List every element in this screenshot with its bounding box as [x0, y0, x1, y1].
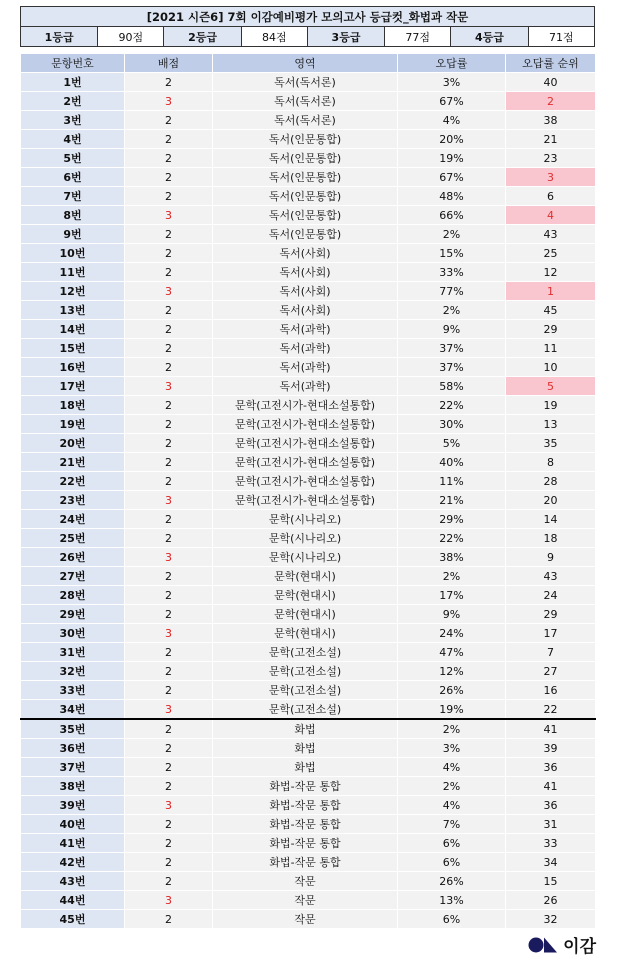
points-cell: 3 — [125, 700, 213, 720]
area-cell: 독서(인문통합) — [213, 206, 398, 225]
table-row — [21, 263, 596, 282]
question-number-cell: 13번 — [21, 301, 125, 320]
error-rate-cell: 2% — [398, 301, 506, 320]
error-rate-cell: 4% — [398, 796, 506, 815]
table-row — [21, 339, 596, 358]
area-cell: 독서(사회) — [213, 301, 398, 320]
question-number-cell: 21번 — [21, 453, 125, 472]
error-rate-cell: 3% — [398, 739, 506, 758]
points-cell: 2 — [125, 168, 213, 187]
points-cell: 3 — [125, 282, 213, 301]
error-rank-cell: 17 — [506, 624, 596, 643]
area-cell: 독서(인문통합) — [213, 130, 398, 149]
points-cell: 3 — [125, 206, 213, 225]
area-cell: 문학(고전소설) — [213, 662, 398, 681]
area-cell: 문학(고전시가-현대소설통합) — [213, 415, 398, 434]
table-row — [21, 681, 596, 700]
error-rate-cell: 22% — [398, 529, 506, 548]
points-cell: 2 — [125, 149, 213, 168]
points-cell: 2 — [125, 643, 213, 662]
column-header-error-rank: 오답률 순위 — [506, 54, 596, 73]
table-row — [21, 149, 596, 168]
error-rate-cell: 37% — [398, 339, 506, 358]
error-rank-cell: 15 — [506, 872, 596, 891]
points-cell: 2 — [125, 567, 213, 586]
grade-1-label: 1등급 — [21, 27, 98, 47]
grade-4-score: 71점 — [528, 27, 594, 47]
question-number-cell: 35번 — [21, 719, 125, 739]
table-row — [21, 453, 596, 472]
question-number-cell: 23번 — [21, 491, 125, 510]
table-row — [21, 168, 596, 187]
table-row — [21, 491, 596, 510]
question-number-cell: 42번 — [21, 853, 125, 872]
igam-logo-icon — [528, 937, 558, 953]
area-cell: 문학(고전소설) — [213, 700, 398, 720]
question-number-cell: 27번 — [21, 567, 125, 586]
points-cell: 3 — [125, 891, 213, 910]
error-rate-cell: 9% — [398, 605, 506, 624]
points-cell: 3 — [125, 92, 213, 111]
error-rank-cell: 41 — [506, 777, 596, 796]
error-rate-cell: 2% — [398, 719, 506, 739]
points-cell: 3 — [125, 377, 213, 396]
error-rate-cell: 9% — [398, 320, 506, 339]
table-row — [21, 529, 596, 548]
error-rank-cell: 2 — [506, 92, 596, 111]
area-cell: 문학(고전시가-현대소설통합) — [213, 434, 398, 453]
error-rank-cell: 20 — [506, 491, 596, 510]
error-rate-cell: 66% — [398, 206, 506, 225]
grade-3-score: 77점 — [385, 27, 451, 47]
error-rank-cell: 36 — [506, 796, 596, 815]
table-row — [21, 891, 596, 910]
points-cell: 2 — [125, 777, 213, 796]
table-row — [21, 320, 596, 339]
page-title: [2021 시즌6] 7회 이감예비평가 모의고사 등급컷_화법과 작문 — [21, 7, 595, 27]
points-cell: 2 — [125, 681, 213, 700]
area-cell: 작문 — [213, 891, 398, 910]
area-cell: 독서(과학) — [213, 377, 398, 396]
points-cell: 2 — [125, 662, 213, 681]
error-rank-cell: 13 — [506, 415, 596, 434]
points-cell: 3 — [125, 796, 213, 815]
table-row — [21, 624, 596, 643]
brand-logo — [528, 932, 596, 957]
question-number-cell: 14번 — [21, 320, 125, 339]
error-rank-cell: 3 — [506, 168, 596, 187]
area-cell: 문학(현대시) — [213, 586, 398, 605]
table-row — [21, 700, 596, 720]
question-number-cell: 32번 — [21, 662, 125, 681]
error-rank-cell: 10 — [506, 358, 596, 377]
error-rate-cell: 26% — [398, 681, 506, 700]
points-cell: 2 — [125, 605, 213, 624]
error-rate-cell: 20% — [398, 130, 506, 149]
area-cell: 문학(고전시가-현대소설통합) — [213, 396, 398, 415]
question-number-cell: 38번 — [21, 777, 125, 796]
points-cell: 2 — [125, 529, 213, 548]
error-rank-cell: 19 — [506, 396, 596, 415]
points-cell: 2 — [125, 263, 213, 282]
error-rank-cell: 5 — [506, 377, 596, 396]
table-header-row — [21, 54, 596, 73]
area-cell: 화법 — [213, 739, 398, 758]
error-rate-cell: 4% — [398, 111, 506, 130]
error-rank-cell: 36 — [506, 758, 596, 777]
table-row — [21, 358, 596, 377]
error-rate-cell: 15% — [398, 244, 506, 263]
question-number-cell: 4번 — [21, 130, 125, 149]
error-rate-cell: 47% — [398, 643, 506, 662]
points-cell: 2 — [125, 872, 213, 891]
error-rank-cell: 32 — [506, 910, 596, 929]
error-rate-cell: 40% — [398, 453, 506, 472]
area-cell: 문학(고전시가-현대소설통합) — [213, 472, 398, 491]
error-rate-cell: 5% — [398, 434, 506, 453]
error-rank-cell: 28 — [506, 472, 596, 491]
points-cell: 3 — [125, 548, 213, 567]
table-row — [21, 111, 596, 130]
table-row — [21, 301, 596, 320]
area-cell: 작문 — [213, 872, 398, 891]
error-rank-cell: 40 — [506, 73, 596, 92]
error-rank-cell: 33 — [506, 834, 596, 853]
question-number-cell: 25번 — [21, 529, 125, 548]
area-cell: 문학(고전시가-현대소설통합) — [213, 491, 398, 510]
error-rank-cell: 39 — [506, 739, 596, 758]
error-rank-cell: 43 — [506, 567, 596, 586]
error-rank-cell: 24 — [506, 586, 596, 605]
area-cell: 독서(인문통합) — [213, 149, 398, 168]
points-cell: 2 — [125, 472, 213, 491]
table-row — [21, 662, 596, 681]
table-row — [21, 910, 596, 929]
question-number-cell: 36번 — [21, 739, 125, 758]
area-cell: 문학(현대시) — [213, 605, 398, 624]
question-number-cell: 2번 — [21, 92, 125, 111]
area-cell: 문학(시나리오) — [213, 529, 398, 548]
area-cell: 문학(시나리오) — [213, 510, 398, 529]
points-cell: 2 — [125, 396, 213, 415]
error-rate-cell: 6% — [398, 853, 506, 872]
area-cell: 독서(독서론) — [213, 73, 398, 92]
points-cell: 2 — [125, 130, 213, 149]
error-rate-cell: 6% — [398, 834, 506, 853]
points-cell: 2 — [125, 434, 213, 453]
table-row — [21, 567, 596, 586]
error-rank-cell: 4 — [506, 206, 596, 225]
table-row — [21, 415, 596, 434]
grade-cut-header — [20, 6, 595, 47]
points-cell: 2 — [125, 453, 213, 472]
error-rank-cell: 1 — [506, 282, 596, 301]
error-rank-cell: 16 — [506, 681, 596, 700]
points-cell: 2 — [125, 111, 213, 130]
question-number-cell: 30번 — [21, 624, 125, 643]
grade-1-score: 90점 — [98, 27, 164, 47]
points-cell: 2 — [125, 244, 213, 263]
table-row — [21, 605, 596, 624]
error-rank-cell: 8 — [506, 453, 596, 472]
question-number-cell: 28번 — [21, 586, 125, 605]
area-cell: 독서(과학) — [213, 320, 398, 339]
error-rate-cell: 67% — [398, 168, 506, 187]
error-rank-cell: 45 — [506, 301, 596, 320]
points-cell: 2 — [125, 320, 213, 339]
error-rate-cell: 21% — [398, 491, 506, 510]
error-rate-cell: 58% — [398, 377, 506, 396]
points-cell: 2 — [125, 719, 213, 739]
error-rate-cell: 3% — [398, 73, 506, 92]
logo-text: 이감 — [563, 937, 596, 957]
table-row — [21, 815, 596, 834]
points-cell: 2 — [125, 510, 213, 529]
table-row — [21, 282, 596, 301]
points-cell: 2 — [125, 358, 213, 377]
error-rank-cell: 43 — [506, 225, 596, 244]
question-number-cell: 43번 — [21, 872, 125, 891]
table-row — [21, 586, 596, 605]
area-cell: 독서(사회) — [213, 282, 398, 301]
table-row — [21, 758, 596, 777]
table-row — [21, 777, 596, 796]
error-rank-cell: 41 — [506, 719, 596, 739]
table-row — [21, 719, 596, 739]
table-row — [21, 130, 596, 149]
points-cell: 2 — [125, 73, 213, 92]
question-number-cell: 26번 — [21, 548, 125, 567]
error-rate-cell: 19% — [398, 149, 506, 168]
error-rank-cell: 29 — [506, 605, 596, 624]
area-cell: 독서(사회) — [213, 244, 398, 263]
question-number-cell: 45번 — [21, 910, 125, 929]
area-cell: 독서(인문통합) — [213, 187, 398, 206]
question-number-cell: 5번 — [21, 149, 125, 168]
area-cell: 독서(과학) — [213, 339, 398, 358]
question-number-cell: 8번 — [21, 206, 125, 225]
area-cell: 문학(현대시) — [213, 567, 398, 586]
error-rate-cell: 33% — [398, 263, 506, 282]
points-cell: 2 — [125, 187, 213, 206]
error-rank-cell: 22 — [506, 700, 596, 720]
question-number-cell: 20번 — [21, 434, 125, 453]
question-number-cell: 24번 — [21, 510, 125, 529]
area-cell: 화법 — [213, 719, 398, 739]
error-rate-cell: 2% — [398, 225, 506, 244]
points-cell: 2 — [125, 815, 213, 834]
error-rate-cell: 26% — [398, 872, 506, 891]
points-cell: 2 — [125, 225, 213, 244]
grade-2-label: 2등급 — [164, 27, 241, 47]
table-row — [21, 853, 596, 872]
table-row — [21, 643, 596, 662]
area-cell: 문학(현대시) — [213, 624, 398, 643]
table-row — [21, 796, 596, 815]
error-rate-cell: 30% — [398, 415, 506, 434]
question-number-cell: 17번 — [21, 377, 125, 396]
error-rate-cell: 19% — [398, 700, 506, 720]
error-rank-cell: 26 — [506, 891, 596, 910]
error-rank-cell: 29 — [506, 320, 596, 339]
table-row — [21, 834, 596, 853]
table-row — [21, 872, 596, 891]
grade-3-label: 3등급 — [307, 27, 384, 47]
area-cell: 독서(인문통합) — [213, 168, 398, 187]
points-cell: 2 — [125, 339, 213, 358]
error-rank-cell: 18 — [506, 529, 596, 548]
error-rate-cell: 67% — [398, 92, 506, 111]
points-cell: 2 — [125, 758, 213, 777]
error-rate-cell: 7% — [398, 815, 506, 834]
error-rank-cell: 38 — [506, 111, 596, 130]
question-number-cell: 39번 — [21, 796, 125, 815]
points-cell: 3 — [125, 624, 213, 643]
table-row — [21, 225, 596, 244]
table-row — [21, 472, 596, 491]
question-number-cell: 11번 — [21, 263, 125, 282]
question-number-cell: 16번 — [21, 358, 125, 377]
area-cell: 독서(사회) — [213, 263, 398, 282]
grade-2-score: 84점 — [241, 27, 307, 47]
area-cell: 화법-작문 통합 — [213, 777, 398, 796]
column-header-area: 영역 — [213, 54, 398, 73]
table-row — [21, 92, 596, 111]
area-cell: 독서(과학) — [213, 358, 398, 377]
table-row — [21, 510, 596, 529]
points-cell: 2 — [125, 910, 213, 929]
points-cell: 2 — [125, 739, 213, 758]
column-header-number: 문항번호 — [21, 54, 125, 73]
area-cell: 화법-작문 통합 — [213, 834, 398, 853]
error-rank-cell: 34 — [506, 853, 596, 872]
error-rank-cell: 9 — [506, 548, 596, 567]
error-rank-cell: 27 — [506, 662, 596, 681]
error-rate-cell: 12% — [398, 662, 506, 681]
error-rank-cell: 7 — [506, 643, 596, 662]
question-number-cell: 12번 — [21, 282, 125, 301]
error-rank-cell: 23 — [506, 149, 596, 168]
area-cell: 독서(독서론) — [213, 111, 398, 130]
question-number-cell: 44번 — [21, 891, 125, 910]
error-rate-cell: 11% — [398, 472, 506, 491]
table-row — [21, 187, 596, 206]
question-number-cell: 19번 — [21, 415, 125, 434]
points-cell: 3 — [125, 491, 213, 510]
table-row — [21, 73, 596, 92]
question-number-cell: 3번 — [21, 111, 125, 130]
area-cell: 문학(고전소설) — [213, 681, 398, 700]
error-rate-cell: 48% — [398, 187, 506, 206]
error-rate-cell: 4% — [398, 758, 506, 777]
question-number-cell: 41번 — [21, 834, 125, 853]
question-number-cell: 15번 — [21, 339, 125, 358]
question-number-cell: 29번 — [21, 605, 125, 624]
question-number-cell: 10번 — [21, 244, 125, 263]
error-rank-cell: 14 — [506, 510, 596, 529]
area-cell: 독서(인문통합) — [213, 225, 398, 244]
error-rank-cell: 31 — [506, 815, 596, 834]
table-row — [21, 206, 596, 225]
grade-4-label: 4등급 — [451, 27, 528, 47]
question-number-cell: 33번 — [21, 681, 125, 700]
error-rank-cell: 21 — [506, 130, 596, 149]
question-number-cell: 37번 — [21, 758, 125, 777]
area-cell: 작문 — [213, 910, 398, 929]
area-cell: 문학(시나리오) — [213, 548, 398, 567]
table-row — [21, 396, 596, 415]
error-rank-cell: 11 — [506, 339, 596, 358]
table-row — [21, 739, 596, 758]
error-rate-cell: 6% — [398, 910, 506, 929]
column-header-points: 배점 — [125, 54, 213, 73]
question-number-cell: 9번 — [21, 225, 125, 244]
error-rank-cell: 6 — [506, 187, 596, 206]
error-rate-table — [20, 53, 596, 929]
area-cell: 화법-작문 통합 — [213, 853, 398, 872]
points-cell: 2 — [125, 586, 213, 605]
area-cell: 화법-작문 통합 — [213, 815, 398, 834]
question-number-cell: 34번 — [21, 700, 125, 720]
error-rate-cell: 37% — [398, 358, 506, 377]
table-row — [21, 244, 596, 263]
table-row — [21, 434, 596, 453]
points-cell: 2 — [125, 415, 213, 434]
error-rate-cell: 17% — [398, 586, 506, 605]
question-number-cell: 7번 — [21, 187, 125, 206]
question-number-cell: 6번 — [21, 168, 125, 187]
area-cell: 문학(고전시가-현대소설통합) — [213, 453, 398, 472]
error-rate-cell: 2% — [398, 777, 506, 796]
area-cell: 독서(독서론) — [213, 92, 398, 111]
error-rate-cell: 29% — [398, 510, 506, 529]
points-cell: 2 — [125, 853, 213, 872]
error-rank-cell: 25 — [506, 244, 596, 263]
question-number-cell: 40번 — [21, 815, 125, 834]
error-rank-cell: 35 — [506, 434, 596, 453]
error-rate-cell: 38% — [398, 548, 506, 567]
question-number-cell: 31번 — [21, 643, 125, 662]
error-rate-cell: 22% — [398, 396, 506, 415]
points-cell: 2 — [125, 301, 213, 320]
area-cell: 화법 — [213, 758, 398, 777]
area-cell: 문학(고전소설) — [213, 643, 398, 662]
error-rate-cell: 2% — [398, 567, 506, 586]
error-rate-cell: 13% — [398, 891, 506, 910]
error-rank-cell: 12 — [506, 263, 596, 282]
area-cell: 화법-작문 통합 — [213, 796, 398, 815]
question-number-cell: 18번 — [21, 396, 125, 415]
error-rate-cell: 77% — [398, 282, 506, 301]
question-number-cell: 22번 — [21, 472, 125, 491]
error-rate-cell: 24% — [398, 624, 506, 643]
question-number-cell: 1번 — [21, 73, 125, 92]
column-header-error-rate: 오답률 — [398, 54, 506, 73]
points-cell: 2 — [125, 834, 213, 853]
table-row — [21, 377, 596, 396]
table-row — [21, 548, 596, 567]
